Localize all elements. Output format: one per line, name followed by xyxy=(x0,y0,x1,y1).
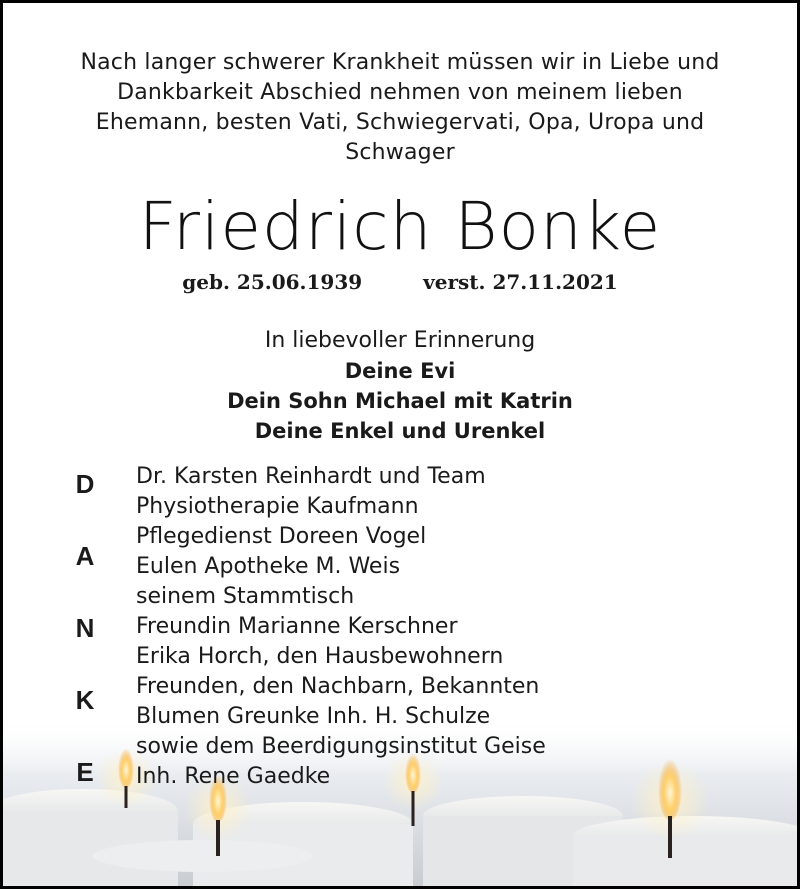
danke-letter: N xyxy=(75,613,95,643)
danke-letter: E xyxy=(76,757,94,787)
intro-line: Ehemann, besten Vati, Schwiegervati, Opa, Uropa und xyxy=(95,110,705,135)
danke-letter: D xyxy=(75,469,95,499)
intro-line: Nach langer schwerer Krankheit müssen wir in Liebe und xyxy=(80,50,720,75)
intro-text xyxy=(3,48,797,168)
memory-block xyxy=(3,326,797,446)
birth-date: geb. 25.06.1939 xyxy=(182,270,363,294)
danke-column xyxy=(65,465,105,825)
danke-letter: A xyxy=(75,541,95,571)
danke-letter: K xyxy=(75,685,95,715)
thanks-list xyxy=(136,462,546,792)
thanks-item: Erika Horch, den Hausbewohnern xyxy=(136,644,504,669)
deceased-name: Friedrich Bonke xyxy=(138,188,662,265)
memory-line: In liebevoller Erinnerung xyxy=(264,328,536,353)
thanks-item: Inh. Rene Gaedke xyxy=(136,764,331,789)
thanks-item: Blumen Greunke Inh. H. Schulze xyxy=(136,704,491,729)
thanks-item: Physiotherapie Kaufmann xyxy=(136,494,419,519)
thanks-item: Eulen Apotheke M. Weis xyxy=(136,554,401,579)
thanks-item: Freunden, den Nachbarn, Bekannten xyxy=(136,674,540,699)
intro-line: Dankbarkeit Abschied nehmen von meinem lieben xyxy=(117,80,683,105)
intro-line: Schwager xyxy=(345,140,455,165)
mourner: Dein Sohn Michael mit Katrin xyxy=(227,389,573,413)
thanks-item: Pflegedienst Doreen Vogel xyxy=(136,524,427,549)
mourner: Deine Evi xyxy=(344,359,456,383)
thanks-item: sowie dem Beerdigungsinstitut Geise xyxy=(136,734,546,759)
death-date: verst. 27.11.2021 xyxy=(423,270,618,294)
thanks-item: Dr. Karsten Reinhardt und Team xyxy=(136,464,486,489)
life-dates xyxy=(3,270,797,294)
thanks-item: Freundin Marianne Kerschner xyxy=(136,614,458,639)
thanks-item: seinem Stammtisch xyxy=(136,584,355,609)
mourner: Deine Enkel und Urenkel xyxy=(254,419,546,443)
